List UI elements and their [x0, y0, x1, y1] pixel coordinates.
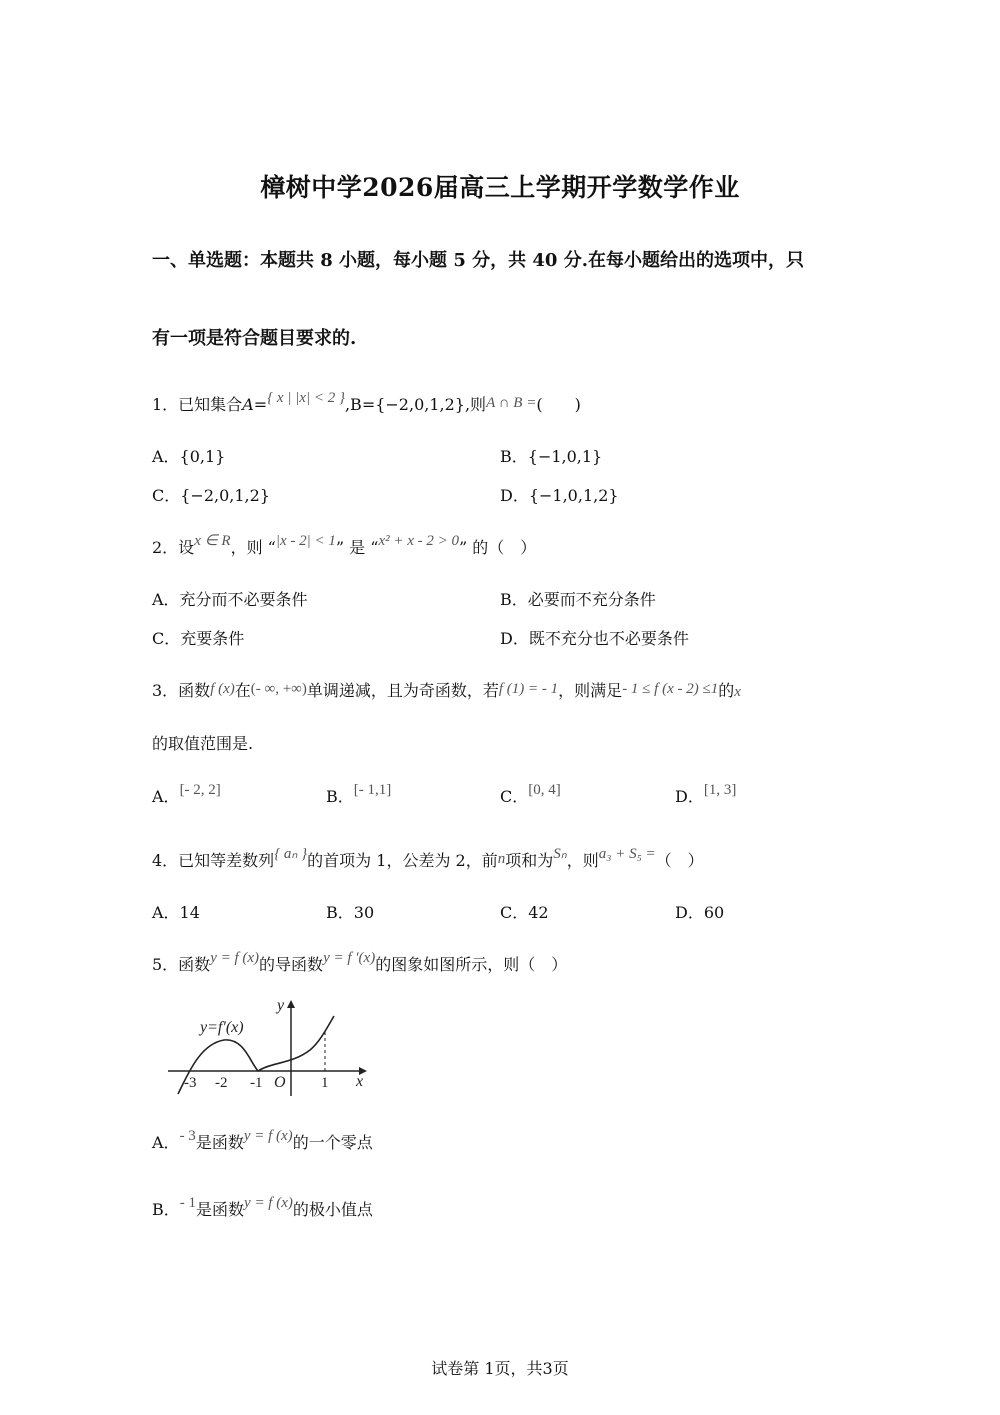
question-1	[152, 392, 581, 415]
q4-option-a[interactable]: A．14	[152, 903, 200, 922]
q3-option-c[interactable]	[500, 784, 561, 807]
q3-option-b-label: B．	[326, 787, 354, 806]
q1-option-b[interactable]: B．{−1,0,1}	[500, 447, 603, 466]
q4-n: n	[497, 851, 506, 867]
q5-option-a-label: A．	[152, 1133, 180, 1152]
q3-option-d-value: [1, 3]	[703, 782, 737, 798]
question-2	[152, 535, 536, 558]
q4-option-b[interactable]: B．30	[326, 903, 375, 922]
q1-set-b: ,B={−2,0,1,2},则	[344, 395, 487, 414]
q5-t2: 的图象如图所示，则（ ）	[375, 955, 568, 974]
q4-seq: { aₙ }	[274, 846, 308, 862]
tick-label-1: 1	[321, 1075, 329, 1091]
q3-option-c-label: C．	[500, 787, 529, 806]
q1-set-a: { x | |x| < 2 }	[267, 390, 345, 406]
q2-option-d[interactable]: D．既不充分也不必要条件	[500, 629, 689, 648]
q3-option-a-label: A．	[152, 787, 180, 806]
q5-f1: y = f (x)	[210, 950, 260, 966]
q5-option-b-mid: 是函数	[196, 1200, 245, 1219]
q3-ineq: - 1 ≤ f (x - 2) ≤1	[622, 681, 719, 697]
tick-label-neg3: -3	[184, 1075, 197, 1091]
q3-f: f (x)	[210, 681, 235, 697]
q4-paren: （ ）	[655, 851, 704, 870]
q3-t2: 单调递减，且为奇函数，若	[306, 681, 499, 700]
q5-option-a-tail: 的一个零点	[292, 1133, 373, 1152]
q3-t3: ，则满足	[558, 681, 623, 700]
q3-t4: 的	[718, 681, 735, 700]
q4-t3: ，则	[566, 851, 599, 870]
derivative-graph	[160, 992, 375, 1100]
q4-prefix: 4．已知等差数列	[152, 851, 275, 870]
q2-cond0: x ∈ R	[194, 533, 231, 549]
q2-mid1: ，则 “	[230, 538, 276, 557]
page-footer: 试卷第 1页，共3页	[431, 1359, 569, 1378]
q3-option-a[interactable]	[152, 784, 221, 807]
tick-label-neg2: -2	[215, 1075, 228, 1091]
q4-expr: a₃ + S₅ =	[598, 846, 656, 862]
q1-var-a: A=	[242, 395, 268, 414]
section-heading-line1: 一、单选题：本题共 8 小题，每小题 5 分，共 40 分.在每小题给出的选项中，只	[152, 250, 804, 271]
q5-option-b-label: B．	[152, 1200, 180, 1219]
q5-t1: 的导函数	[259, 955, 324, 974]
q3-option-b[interactable]	[326, 784, 391, 807]
q1-option-c[interactable]: C．{−2,0,1,2}	[152, 486, 270, 505]
q5-option-b-func: y = f (x)	[244, 1195, 293, 1211]
q5-option-a[interactable]	[152, 1130, 373, 1153]
q3-x: x	[734, 684, 741, 700]
q5-prefix: 5．函数	[152, 955, 211, 974]
q4-sn: Sₙ	[553, 846, 567, 862]
q1-option-d[interactable]: D．{−1,0,1,2}	[500, 486, 619, 505]
q3-prefix: 3．函数	[152, 681, 211, 700]
q2-cond1: |x - 2| < 1	[275, 533, 336, 549]
q5-option-a-mid: 是函数	[195, 1133, 244, 1152]
x-axis-label: x	[356, 1073, 364, 1090]
curve-label: y=f′(x)	[200, 1019, 244, 1036]
question-4	[152, 848, 704, 871]
q3-option-a-value: [- 2, 2]	[179, 782, 221, 798]
q1-prefix: 1．已知集合	[152, 395, 243, 414]
q2-option-a[interactable]: A．充分而不必要条件	[152, 590, 308, 609]
question-5	[152, 952, 567, 975]
q3-line2: 的取值范围是.	[152, 734, 254, 753]
q2-cond2: x² + x - 2 > 0	[378, 533, 459, 549]
q5-option-b[interactable]	[152, 1197, 373, 1220]
q4-t2: 项和为	[505, 851, 554, 870]
origin-label: O	[274, 1074, 286, 1091]
q4-t1: 的首项为 1，公差为 2，前	[307, 851, 498, 870]
y-axis-arrow-icon	[287, 1000, 295, 1008]
q4-option-d[interactable]: D．60	[675, 903, 725, 922]
q1-paren: ( )	[536, 395, 581, 414]
q3-f1: f (1) = - 1	[498, 681, 559, 697]
q2-prefix: 2．设	[152, 538, 195, 557]
y-axis-label: y	[277, 997, 285, 1014]
q3-option-d[interactable]	[675, 784, 736, 807]
q3-option-d-label: D．	[675, 787, 704, 806]
q2-mid2: ” 是 “	[335, 538, 379, 557]
q2-tail: ” 的（ ）	[459, 538, 537, 557]
q3-interval: (- ∞, +∞)	[250, 681, 307, 697]
section-heading-line2: 有一项是符合题目要求的.	[152, 328, 357, 349]
q1-expr: A ∩ B =	[486, 395, 537, 411]
q4-option-c[interactable]: C．42	[500, 903, 549, 922]
q3-t1: 在	[234, 681, 251, 700]
q2-option-b[interactable]: B．必要而不充分条件	[500, 590, 656, 609]
q5-option-a-value: - 3	[179, 1128, 196, 1144]
q5-f2: y = f ′(x)	[323, 950, 376, 966]
q5-option-b-value: - 1	[179, 1195, 197, 1211]
q3-option-b-value: [- 1,1]	[353, 782, 392, 798]
q3-option-c-value: [0, 4]	[528, 782, 561, 798]
page-title: 樟树中学2026届高三上学期开学数学作业	[260, 173, 740, 202]
q5-option-a-func: y = f (x)	[243, 1128, 293, 1144]
q2-option-c[interactable]: C．充要条件	[152, 629, 245, 648]
q5-option-b-tail: 的极小值点	[292, 1200, 373, 1219]
tick-label-neg1: -1	[250, 1075, 263, 1091]
q1-option-a[interactable]: A．{0,1}	[152, 447, 226, 466]
question-3	[152, 678, 741, 701]
